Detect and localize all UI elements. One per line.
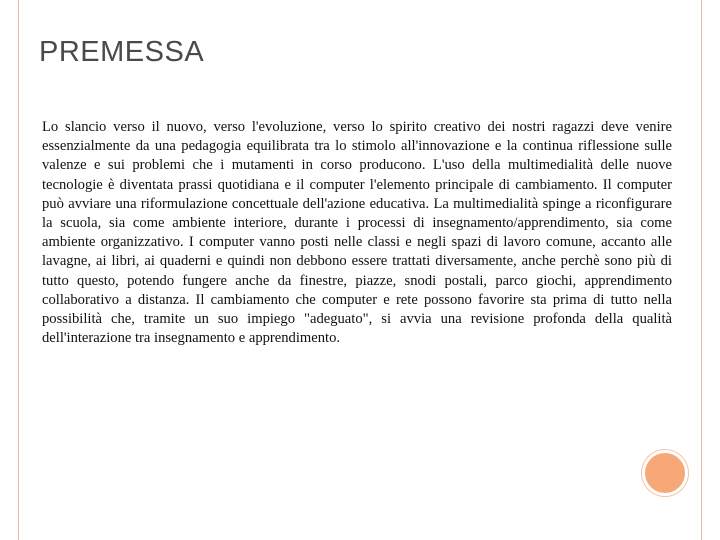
decorative-circle <box>642 450 688 496</box>
slide-body-text: Lo slancio verso il nuovo, verso l'evoluzione, verso lo spirito creativo dei nostri ragazzi deve venire essenzialmente da una pedagogia equilibrata tra lo stimolo all'innovazione e la continua riflessione sulle valenze e sui problemi che i mutamenti in corso producono. L'uso della multimedialità delle nuove tecnologie è diventata prassi quotidiana e il computer l'elemento principale di cambiamento. Il computer può avviare una riformulazione concettuale dell'azione educativa. La multimedialità spinge a riconfigurare la scuola, sia come ambiente interiore, durante i processi di insegnamento/apprendimento, sia come ambiente organizzativo. I computer vanno posti nelle classi e negli spazi di lavoro comune, accanto alle lavagne, ai libri, ai quaderni e quindi non debbono essere trattati diversamente, anche perchè sono più di tutto questo, potendo fungere anche da finestre, piazze, snodi postali, parco giochi, apprendimento collaborativo a distanza. Il cambiamento che computer e rete possono favorire sta prima di tutto nella possibilità che, tramite un suo impiego "adeguato", si avvia una revisione profonda della qualità dell'interazione tra insegnamento e apprendimento. <box>42 119 672 347</box>
slide-title: PREMESSA <box>39 36 205 68</box>
